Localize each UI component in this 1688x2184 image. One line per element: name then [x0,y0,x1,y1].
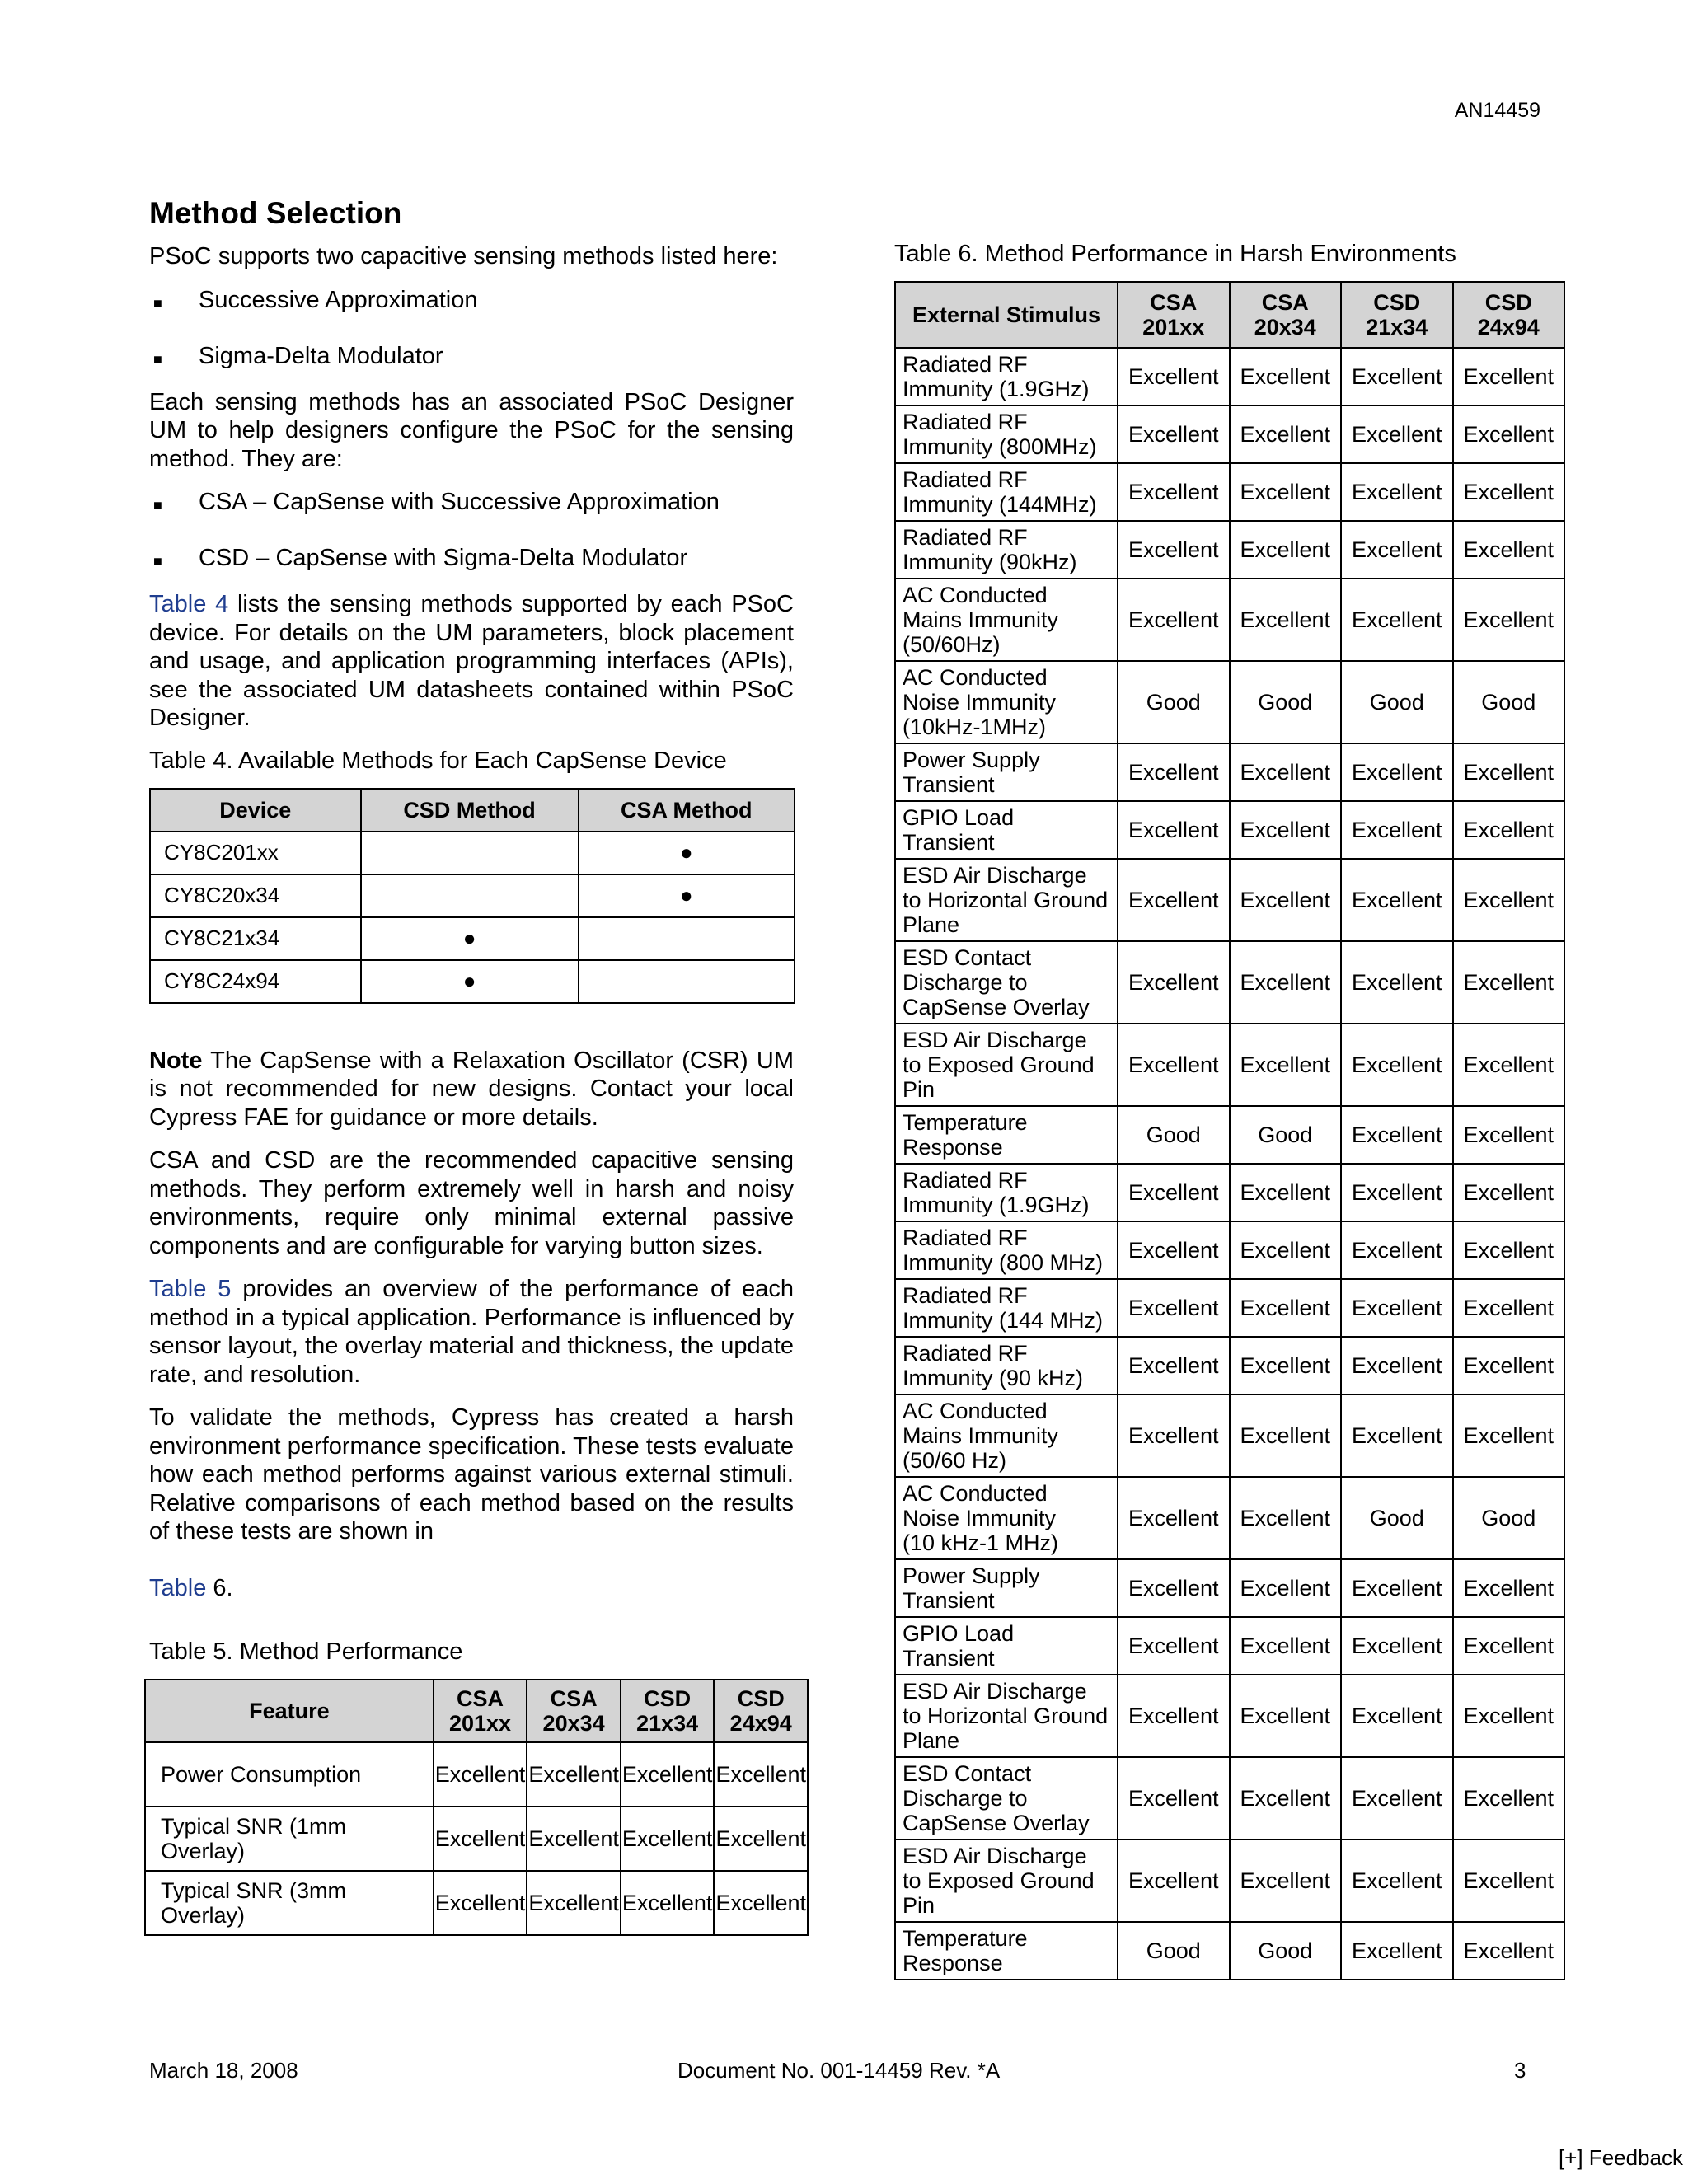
value-cell: ● [361,917,579,960]
value-cell: Excellent [1118,1840,1230,1922]
section-title: Method Selection [149,196,402,230]
value-cell: Good [1453,1477,1565,1559]
value-cell: Excellent [1230,801,1342,859]
row-label-cell: Radiated RF Immunity (144 MHz) [895,1279,1118,1337]
value-cell: Excellent [1230,1559,1342,1617]
value-cell: Excellent [621,1807,715,1871]
value-cell: Excellent [1453,405,1565,463]
value-cell: Excellent [1341,463,1453,521]
value-cell: Excellent [1118,405,1230,463]
note-label: Note [149,1047,203,1074]
value-cell: Excellent [1453,941,1565,1024]
value-cell: Excellent [1453,1221,1565,1279]
value-cell: Excellent [1230,941,1342,1024]
bullet-icon: ■ [153,350,162,368]
table5-reference-paragraph: Table 5 provides an overview of the performance of each method in a typical application. Performance is influenced by sensor layout, the overlay material and thickness, the update rate, and resolution. [149,1276,794,1388]
row-label-cell: ESD Air Discharge to Horizontal Ground Plane [895,859,1118,941]
value-cell: Excellent [714,1807,808,1871]
value-cell: Excellent [1230,1477,1342,1559]
table-row [895,1279,1564,1337]
recommended-paragraph: CSA and CSD are the recommended capacitive sensing methods. They perform extremely well in harsh and noisy environments, require only minimal external passive components and are configurable for varying button sizes. [149,1147,794,1259]
table5 [144,1679,809,1936]
row-label-cell: Power Supply Transient [895,1559,1118,1617]
value-cell: Excellent [1118,579,1230,661]
value-cell: Excellent [1453,1024,1565,1106]
value-cell: ● [361,960,579,1003]
value-cell: Excellent [1453,463,1565,521]
value-cell: Excellent [1230,1279,1342,1337]
table-row [895,579,1564,661]
value-cell [579,917,795,960]
row-label-cell: CY8C21x34 [150,917,361,960]
value-cell: Excellent [1341,1675,1453,1757]
table6-reference-paragraph: Table 6. [149,1574,233,1601]
list-item: ■ Sigma-Delta Modulator [149,342,794,370]
table-header-row [895,282,1564,348]
value-cell: Excellent [1453,1559,1565,1617]
um-paragraph: Each sensing methods has an associated PSoC Designer UM to help designers configure the PSoC for the sensing method. They are: [149,388,794,472]
bullet-icon: ■ [153,294,162,312]
value-cell: Excellent [1453,1164,1565,1221]
value-cell [361,832,579,874]
value-cell: Excellent [1118,463,1230,521]
table-row [145,1742,808,1807]
left-column [149,196,806,1936]
value-cell: Excellent [1341,579,1453,661]
value-cell: Excellent [1453,1757,1565,1840]
value-cell: Excellent [1341,1559,1453,1617]
value-cell: Excellent [1341,1617,1453,1675]
feedback-link[interactable]: [+] Feedback [1558,2145,1683,2170]
value-cell: Excellent [1230,859,1342,941]
value-cell: Excellent [1118,348,1230,405]
value-cell: Excellent [1118,1164,1230,1221]
table-row [895,801,1564,859]
value-cell: Good [1453,661,1565,743]
row-label-cell: ESD Air Discharge to Exposed Ground Pin [895,1024,1118,1106]
value-cell: Excellent [1118,521,1230,579]
table6-caption: Table 6. Method Performance in Harsh Environments [894,241,1456,267]
value-cell: Excellent [1118,859,1230,941]
table-row [895,1617,1564,1675]
table-row [895,1024,1564,1106]
value-cell: Excellent [1230,1337,1342,1394]
row-label-cell: AC Conducted Mains Immunity (50/60Hz) [895,579,1118,661]
row-label-cell: Radiated RF Immunity (144MHz) [895,463,1118,521]
value-cell: Excellent [1230,463,1342,521]
value-cell: Excellent [434,1742,528,1807]
row-label-cell: GPIO Load Transient [895,1617,1118,1675]
table-row [895,859,1564,941]
list-item: ■ CSD – CapSense with Sigma-Delta Modulator [149,544,794,572]
column-header: CSA 20x34 [1230,282,1342,348]
table-row [895,1757,1564,1840]
row-label-cell: ESD Contact Discharge to CapSense Overlay [895,941,1118,1024]
table-row [895,1477,1564,1559]
value-cell: Excellent [1230,1221,1342,1279]
value-cell: Excellent [1230,1394,1342,1477]
value-cell: Excellent [1230,1617,1342,1675]
footer-document-number: Document No. 001-14459 Rev. *A [678,2058,1001,2083]
table4 [149,788,795,1004]
value-cell [579,960,795,1003]
bullet-icon: ■ [153,553,162,569]
value-cell: Excellent [1118,1757,1230,1840]
value-cell: Excellent [1118,1221,1230,1279]
column-header: CSA 20x34 [527,1680,621,1742]
table-row [145,1807,808,1871]
value-cell: Excellent [1341,1757,1453,1840]
table4-reference-paragraph: Table 4 lists the sensing methods supported by each PSoC device. For details on the UM parameters, block placement and usage, and application programming interfaces (APIs), see the associated UM datasheets contained within PSoC Designer. [149,591,794,731]
value-cell: Excellent [1230,1757,1342,1840]
table-row [895,1675,1564,1757]
value-cell: Excellent [1118,1477,1230,1559]
value-cell: Good [1118,1106,1230,1164]
document-id: AN14459 [1454,99,1540,122]
table-row [895,521,1564,579]
intro-paragraph: PSoC supports two capacitive sensing methods listed here: [149,243,778,269]
value-cell: Excellent [434,1871,528,1935]
value-cell: Excellent [1230,1675,1342,1757]
row-label-cell: Radiated RF Immunity (90kHz) [895,521,1118,579]
table-row [150,960,795,1003]
value-cell: Excellent [1341,1922,1453,1980]
value-cell: Excellent [527,1871,621,1935]
value-cell: Good [1230,661,1342,743]
row-label-cell: CY8C201xx [150,832,361,874]
value-cell: Excellent [1341,1221,1453,1279]
value-cell: Good [1118,661,1230,743]
value-cell: Excellent [1453,1675,1565,1757]
column-header: CSD Method [361,789,579,832]
list-item: ■ CSA – CapSense with Successive Approximation [149,488,794,516]
value-cell: Excellent [621,1871,715,1935]
row-label-cell: ESD Contact Discharge to CapSense Overlay [895,1757,1118,1840]
value-cell: Excellent [1453,1106,1565,1164]
table-row [895,661,1564,743]
value-cell: ● [579,832,795,874]
table-row [895,1337,1564,1394]
footer-page-number: 3 [1514,2058,1526,2083]
row-label-cell: Temperature Response [895,1922,1118,1980]
value-cell: Excellent [1453,579,1565,661]
value-cell: Excellent [1341,743,1453,801]
value-cell: Excellent [1118,801,1230,859]
value-cell: Excellent [1118,1337,1230,1394]
validation-paragraph: To validate the methods, Cypress has created a harsh environment performance specification. These tests evaluate how each method performs against various external stimuli. Relative comparisons of each method based on the results of these tests are shown in [149,1404,794,1544]
value-cell: Excellent [1118,1617,1230,1675]
row-label-cell: Power Consumption [145,1742,434,1807]
column-header: CSD 24x94 [1453,282,1565,348]
table-row [895,1106,1564,1164]
um-list [149,488,794,572]
value-cell: Excellent [1118,1394,1230,1477]
column-header: CSD 24x94 [714,1680,808,1742]
row-label-cell: Temperature Response [895,1106,1118,1164]
value-cell: Excellent [1453,859,1565,941]
right-column [894,241,1565,1980]
value-cell: Excellent [1453,1840,1565,1922]
value-cell: Excellent [1453,521,1565,579]
value-cell: Excellent [714,1742,808,1807]
value-cell: Excellent [1230,521,1342,579]
row-label-cell: AC Conducted Noise Immunity (10kHz-1MHz) [895,661,1118,743]
value-cell: Excellent [527,1742,621,1807]
column-header: CSD 21x34 [621,1680,715,1742]
table-row [895,1840,1564,1922]
table4-caption: Table 4. Available Methods for Each CapSense Device [149,747,727,774]
table-row [895,941,1564,1024]
value-cell: Excellent [1453,1394,1565,1477]
value-cell: Excellent [1453,348,1565,405]
value-cell: Excellent [1118,941,1230,1024]
value-cell: Excellent [527,1807,621,1871]
value-cell: Good [1230,1106,1342,1164]
table-row [895,1394,1564,1477]
row-label-cell: AC Conducted Noise Immunity (10 kHz-1 MHz) [895,1477,1118,1559]
table-row [150,832,795,874]
value-cell: Excellent [1230,405,1342,463]
value-cell: Excellent [1341,1337,1453,1394]
value-cell: Excellent [1453,1922,1565,1980]
value-cell: Excellent [1341,1164,1453,1221]
value-cell: Good [1118,1922,1230,1980]
value-cell [361,874,579,917]
row-label-cell: ESD Air Discharge to Horizontal Ground Plane [895,1675,1118,1757]
row-label-cell: Power Supply Transient [895,743,1118,801]
table6 [894,281,1565,1980]
value-cell: Excellent [1118,1279,1230,1337]
value-cell: Excellent [1453,1337,1565,1394]
value-cell: Excellent [1341,859,1453,941]
value-cell: Excellent [1230,743,1342,801]
row-label-cell: Radiated RF Immunity (1.9GHz) [895,348,1118,405]
table-row [895,1164,1564,1221]
row-label-cell: CY8C24x94 [150,960,361,1003]
list-item: ■ Successive Approximation [149,286,794,314]
row-label-cell: GPIO Load Transient [895,801,1118,859]
value-cell: Excellent [1341,1394,1453,1477]
value-cell: Excellent [1341,521,1453,579]
table-row [895,1559,1564,1617]
value-cell: Excellent [1230,579,1342,661]
value-cell: Excellent [1341,1840,1453,1922]
value-cell: Excellent [1230,1024,1342,1106]
column-header: Feature [145,1680,434,1742]
bullet-icon: ■ [153,497,162,513]
value-cell: Good [1230,1922,1342,1980]
table-row [895,1922,1564,1980]
row-label-cell: Radiated RF Immunity (800MHz) [895,405,1118,463]
table-row [895,1221,1564,1279]
value-cell: Excellent [1453,743,1565,801]
table-row [895,463,1564,521]
row-label-cell: ESD Air Discharge to Exposed Ground Pin [895,1840,1118,1922]
column-header: CSA 201xx [434,1680,528,1742]
value-cell: Excellent [1118,1024,1230,1106]
table-row [895,348,1564,405]
table-row [895,743,1564,801]
value-cell: Excellent [1118,1675,1230,1757]
value-cell: Excellent [714,1871,808,1935]
row-label-cell: AC Conducted Mains Immunity (50/60 Hz) [895,1394,1118,1477]
column-header: Device [150,789,361,832]
value-cell: ● [579,874,795,917]
table5-link[interactable]: Table 5 [149,1276,232,1302]
table-row [150,917,795,960]
value-cell: Excellent [1341,1024,1453,1106]
value-cell: Excellent [1230,1840,1342,1922]
table5-caption: Table 5. Method Performance [149,1638,463,1665]
value-cell: Excellent [1453,1279,1565,1337]
row-label-cell: Radiated RF Immunity (90 kHz) [895,1337,1118,1394]
value-cell: Excellent [1341,1106,1453,1164]
footer-date: March 18, 2008 [149,2058,298,2083]
methods-list [149,286,794,370]
column-header: External Stimulus [895,282,1118,348]
row-label-cell: Radiated RF Immunity (800 MHz) [895,1221,1118,1279]
value-cell: Excellent [434,1807,528,1871]
table4-link[interactable]: Table 4 [149,591,229,617]
value-cell: Excellent [1118,1559,1230,1617]
row-label-cell: Typical SNR (3mm Overlay) [145,1871,434,1935]
value-cell: Excellent [1341,405,1453,463]
row-label-cell: CY8C20x34 [150,874,361,917]
value-cell: Excellent [621,1742,715,1807]
table-row [895,405,1564,463]
value-cell: Good [1341,661,1453,743]
row-label-cell: Radiated RF Immunity (1.9GHz) [895,1164,1118,1221]
value-cell: Excellent [1118,743,1230,801]
value-cell: Excellent [1341,801,1453,859]
column-header: CSA Method [579,789,795,832]
table-row [150,874,795,917]
value-cell: Excellent [1230,348,1342,405]
table-header-row [150,789,795,832]
value-cell: Excellent [1230,1164,1342,1221]
column-header: CSD 21x34 [1341,282,1453,348]
note-paragraph: Note The CapSense with a Relaxation Oscillator (CSR) UM is not recommended for new designs. Contact your local Cypress FAE for guidance or more details. [149,1047,794,1131]
value-cell: Excellent [1453,1617,1565,1675]
table-header-row [145,1680,808,1742]
table6-link[interactable]: Table [149,1574,207,1601]
value-cell: Excellent [1453,801,1565,859]
value-cell: Excellent [1341,1279,1453,1337]
value-cell: Good [1341,1477,1453,1559]
value-cell: Excellent [1341,941,1453,1024]
table-row [145,1871,808,1935]
row-label-cell: Typical SNR (1mm Overlay) [145,1807,434,1871]
column-header: CSA 201xx [1118,282,1230,348]
value-cell: Excellent [1341,348,1453,405]
